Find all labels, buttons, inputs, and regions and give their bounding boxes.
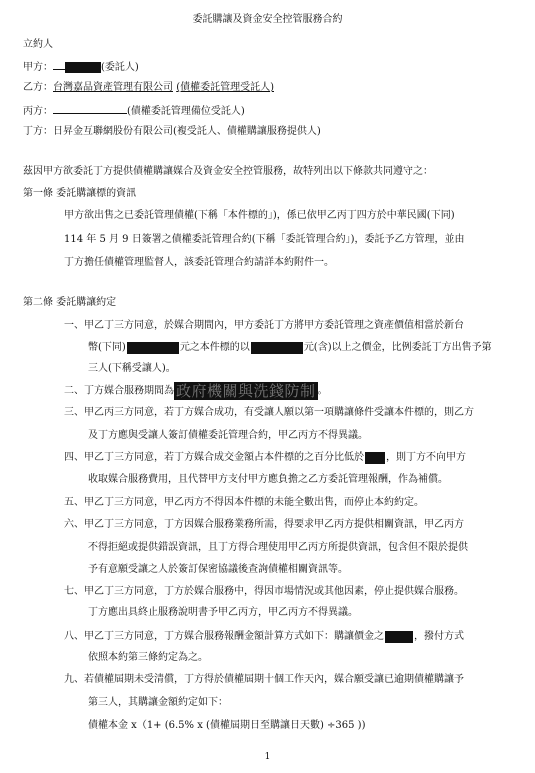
clause-6-line: 不得拒絕或提供錯誤資訊，且丁方得合理使用甲乙丙方所提供資訊，包含但不限於提供 [88, 542, 468, 553]
clause-text: 四、甲乙丁三方同意，若丁方媒合成交金額占本件標的之百分比低於 [64, 452, 364, 463]
party-label: 丙方： [23, 106, 53, 117]
party-ding [23, 125, 321, 138]
clause-text: 元之本件標的以 [179, 342, 250, 353]
redaction-box [127, 342, 179, 354]
party-name: 台灣嘉品資產管理有限公司 [53, 82, 173, 93]
clause-9-line: 九、若債權屆期未受清償，丁方得於債權屆期十個工作天內，媒合願受讓已逾期債權購讓予 [64, 674, 464, 685]
redaction-box [385, 631, 413, 643]
clause-9-formula: 債權本金 x（1+ (6.5% x (債權屆期日至購讓日天數) ÷365 )) [88, 720, 366, 731]
clause-text: 元(含)以上之價金，比例委託丁方出售予第 [303, 342, 492, 353]
party-yi [23, 81, 274, 94]
intro-paragraph: 茲因甲方欲委託丁方提供債權購讓媒合及資金安全控管服務，故特列出以下條款共同遵守之： [23, 166, 433, 177]
clause-text: 八、甲乙丁三方同意，丁方媒合服務報酬金額計算方式如下：購讓價金之 [64, 631, 384, 642]
clause-8-line: 依照本約第三條約定為之。 [88, 652, 208, 663]
page-title: 委託購讓及資金安全控管服務合約 [192, 14, 343, 25]
party-label: 甲方： [23, 62, 53, 73]
article1-line: 甲方欲出售之已委託管理債權(下稱「本件標的」)，係已依甲乙丙丁四方於中華民國(下同) [64, 210, 455, 221]
clause-text: ，則丁方不向甲方 [386, 452, 466, 463]
clause-5-line: 五、甲乙丁三方同意，甲乙丙方不得因本件標的未能全數出售，而停止本約約定。 [64, 497, 424, 508]
article2-heading: 第二條 委託購讓約定 [23, 297, 117, 308]
clause-1-line: 三人(下稱受讓人)。 [88, 363, 176, 374]
party-bing [23, 103, 245, 118]
clause-text: 。 [317, 385, 328, 397]
clause-3-line: 三、甲乙丙三方同意，若丁方媒合成功，有受讓人願以第一項購讓條件受讓本件標的，則乙方 [64, 407, 474, 418]
article1-heading: 第一條 委託購讓標的資訊 [23, 188, 137, 199]
party-text: 日昇金互聯網股份有限公司(複受託人、債權購讓服務提供人) [53, 126, 321, 137]
blank-line [53, 103, 127, 114]
article1-line: 114 年 5 月 9 日簽署之債權委託管理合約(下稱「委託管理合約」)，委託予乙方管理，並由 [64, 234, 465, 245]
clause-7-line: 丁方應出具終止服務說明書予甲乙丙方，甲乙丙方不得異議。 [88, 607, 358, 618]
redaction-box [251, 342, 303, 354]
party-label: 丁方： [23, 126, 53, 137]
party-role: (委託人) [101, 62, 139, 73]
clause-9-line: 第三人，其購讓金額約定如下： [88, 697, 228, 708]
clause-text: 幣(下同) [88, 342, 126, 353]
clause-3-line: 及丁方應與受讓人簽訂債權委託管理合約，甲乙丙方不得異議。 [88, 430, 368, 441]
clause-8-line [64, 630, 464, 643]
party-jia [23, 59, 139, 74]
watermark-stamp: 政府機關與洗錢防制 [176, 382, 316, 400]
party-label: 乙方： [23, 82, 53, 93]
parties-heading: 立約人 [23, 39, 53, 50]
party-role: (債權委託管理受託人) [176, 82, 274, 93]
clause-1-line: 一、甲乙丁三方同意，於媒合期間內，甲方委託丁方將甲方委託管理之資產價值相當於新台 [64, 320, 464, 331]
redaction-box [365, 452, 385, 464]
article1-line: 丁方擔任債權管理監督人，該委託管理合約請詳本約附件一。 [64, 257, 334, 268]
clause-4-line: 收取媒合服務費用，且代替甲方支付甲方應負擔之乙方委託管理報酬，作為補償。 [88, 474, 448, 485]
clause-6-line: 予有意願受讓之人於簽訂保密協議後查詢債權相關資訊等。 [88, 564, 348, 575]
redaction-box [65, 62, 101, 73]
clause-4-line [64, 451, 466, 464]
clause-6-line: 六、甲乙丁三方同意，丁方因媒合服務業務所需，得要求甲乙丙方提供相關資訊，甲乙丙方 [64, 519, 464, 530]
blank-line [53, 59, 65, 70]
clause-text: 二、丁方媒合服務期間為 [64, 385, 174, 397]
clause-text: ，撥付方式 [414, 631, 464, 642]
clause-7-line: 七、甲乙丁三方同意，丁方於媒合服務中，得因市場情況或其他因素，停止提供媒合服務。 [64, 586, 464, 597]
clause-1-line [88, 341, 492, 354]
page-number: 1 [264, 752, 271, 762]
clause-2-line [64, 382, 328, 401]
party-role: (債權委託管理備位受託人) [127, 106, 245, 117]
